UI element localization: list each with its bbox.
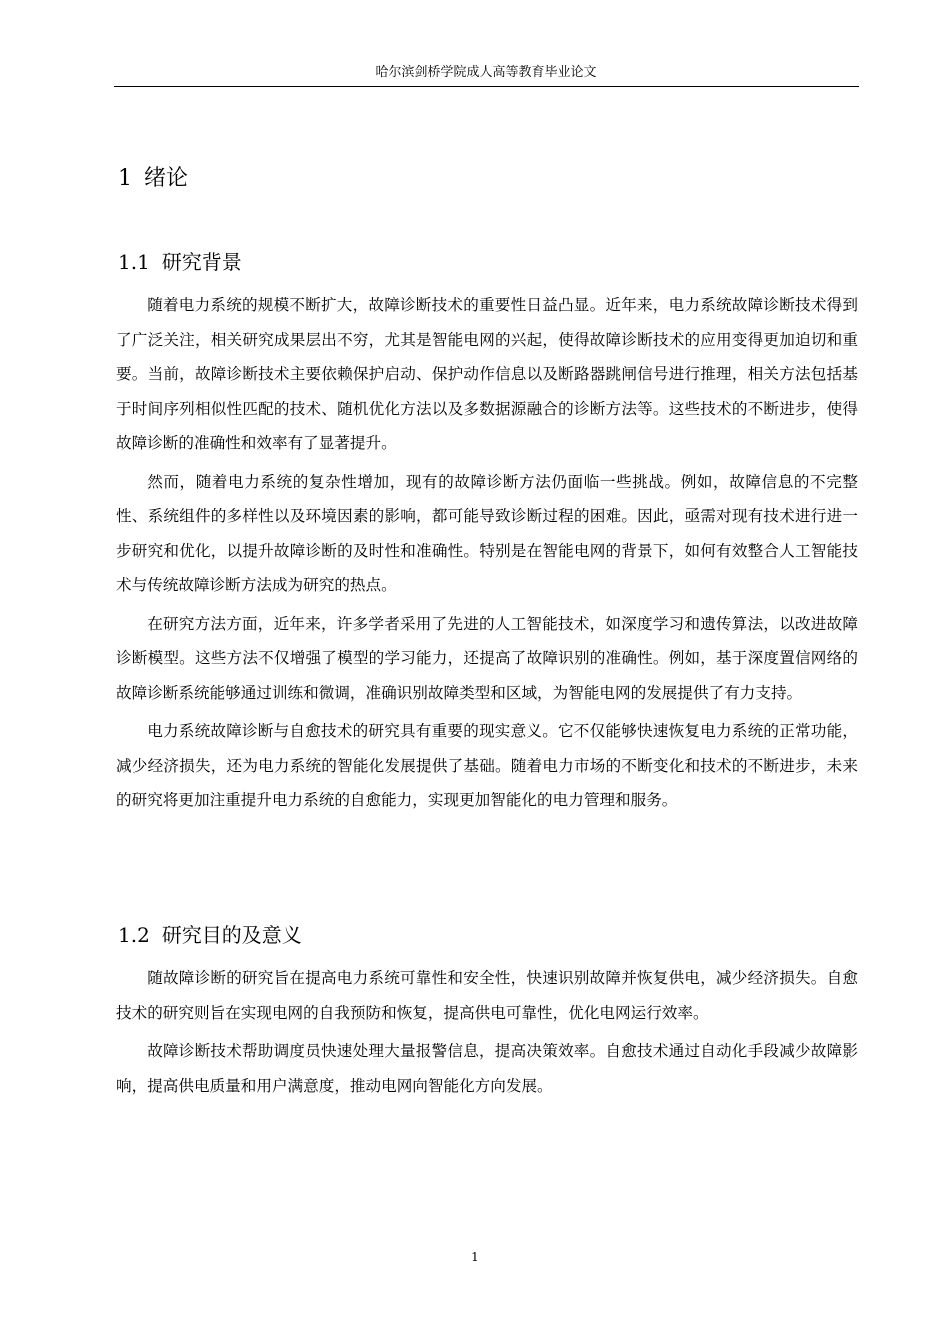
body-paragraph: 随着电力系统的规模不断扩大，故障诊断技术的重要性日益凸显。近年来，电力系统故障诊断技术得到了广泛关注，相关研究成果层出不穷，尤其是智能电网的兴起，使得故障诊断技术的应用变得更加迫切和重要。当前，故障诊断技术主要依赖保护启动、保护动作信息以及断路器跳闸信号进行推理，相关方法包括基于时间序列相似性匹配的技术、随机优化方法以及多数据源融合的诊断方法等。这些技术的不断进步，使得故障诊断的准确性和效率有了显著提升。 <box>116 296 858 452</box>
body-paragraph: 然而，随着电力系统的复杂性增加，现有的故障诊断方法仍面临一些挑战。例如，故障信息的不完整性、系统组件的多样性以及环境因素的影响，都可能导致诊断过程的困难。因此，亟需对现有技术进行进一步研究和优化，以提升故障诊断的及时性和准确性。特别是在智能电网的背景下，如何有效整合人工智能技术与传统故障诊断方法成为研究的热点。 <box>116 472 858 594</box>
running-header: 哈尔滨剑桥学院成人高等教育毕业论文 <box>375 65 597 80</box>
section-heading-1-1 <box>118 248 242 276</box>
chapter-heading <box>118 164 188 194</box>
header-rule <box>114 86 859 87</box>
body-paragraph: 在研究方法方面，近年来，许多学者采用了先进的人工智能技术，如深度学习和遗传算法，以改进故障诊断模型。这些方法不仅增强了模型的学习能力，还提高了故障识别的准确性。例如，基于深度置信网络的故障诊断系统能够通过训练和微调，准确识别故障类型和区域，为智能电网的发展提供了有力支持。 <box>116 614 858 702</box>
body-paragraph: 故障诊断技术帮助调度员快速处理大量报警信息，提高决策效率。自愈技术通过自动化手段减少故障影响，提高供电质量和用户满意度，推动电网向智能化方向发展。 <box>116 1042 858 1095</box>
body-paragraph: 电力系统故障诊断与自愈技术的研究具有重要的现实意义。它不仅能够快速恢复电力系统的正常功能，减少经济损失，还为电力系统的智能化发展提供了基础。随着电力市场的不断变化和技术的不断进步，未来的研究将更加注重提升电力系统的自愈能力，实现更加智能化的电力管理和服务。 <box>116 722 858 809</box>
section-1-2-body <box>116 961 858 1107</box>
section-title: 研究背景 <box>161 250 242 274</box>
section-heading-1-2 <box>118 921 302 949</box>
section-number: 1.2 <box>118 923 150 947</box>
chapter-number: 1 <box>118 166 132 191</box>
section-number: 1.1 <box>118 250 150 274</box>
section-title: 研究目的及意义 <box>161 923 302 947</box>
page-number: 1 <box>471 1250 479 1264</box>
chapter-title: 绪论 <box>144 166 189 191</box>
body-paragraph: 随故障诊断的研究旨在提高电力系统可靠性和安全性，快速识别故障并恢复供电，减少经济损失。自愈技术的研究则旨在实现电网的自我预防和恢复，提高供电可靠性，优化电网运行效率。 <box>116 969 858 1022</box>
section-1-1-body <box>116 288 858 822</box>
